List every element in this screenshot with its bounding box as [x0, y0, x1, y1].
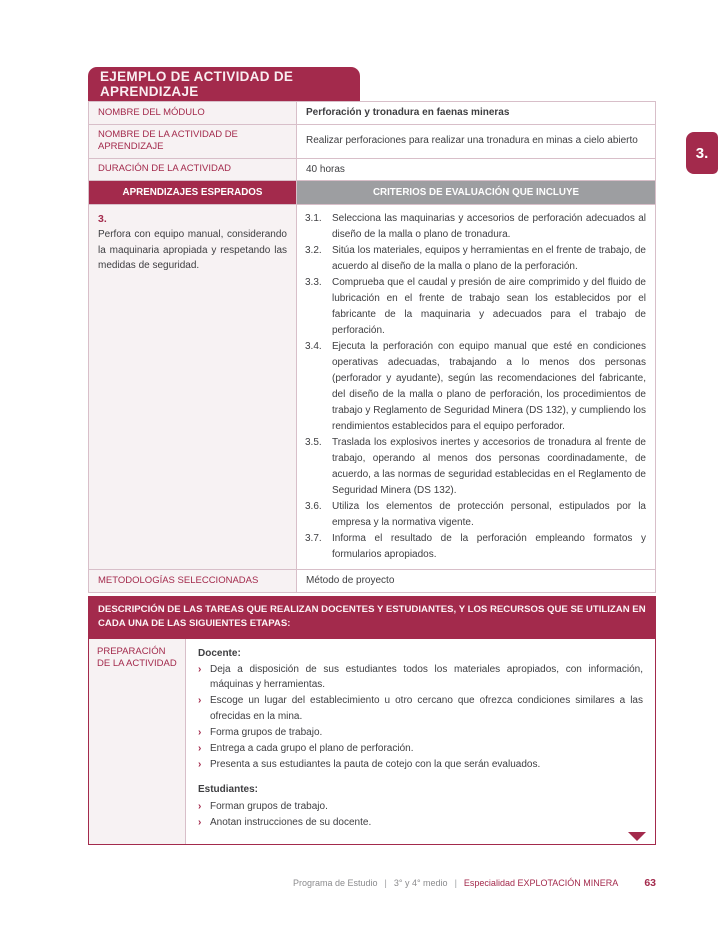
- chevron-bullet-icon: ›: [198, 726, 202, 738]
- criterion-item: [305, 275, 646, 339]
- activity-name-value: Realizar perforaciones para realizar una tronadura en minas a cielo abierto: [297, 124, 656, 158]
- activity-title-banner: [88, 67, 360, 101]
- teacher-heading: Docente:: [198, 647, 241, 659]
- criterion-text: Utiliza los elementos de protección personal, estipulados por la empresa y la normativa vigente.: [332, 501, 646, 528]
- list-item: [198, 693, 643, 723]
- student-task-text: Anotan instrucciones de su docente.: [210, 817, 372, 829]
- chevron-bullet-icon: ›: [198, 817, 202, 829]
- chevron-bullet-icon: ›: [198, 759, 202, 771]
- page-content: [88, 67, 656, 845]
- student-task-text: Forman grupos de trabajo.: [210, 800, 328, 812]
- criterion-number: 3.6.: [305, 501, 322, 512]
- criterion-item: [305, 435, 646, 499]
- chevron-bullet-icon: ›: [198, 800, 202, 812]
- preparation-table: [88, 639, 656, 846]
- duration-value: 40 horas: [297, 158, 656, 181]
- criterion-item: [305, 499, 646, 531]
- criterion-text: Comprueba que el caudal y presión de aire comprimido y del fluido de lubricación en el frente de trabajo sean los establecidos por el fabricante de la maquinaria y adecuados para el trabajo de perforación.: [332, 277, 646, 336]
- list-item: [198, 725, 643, 740]
- criterion-number: 3.7.: [305, 533, 322, 544]
- page-footer: [88, 877, 656, 889]
- chevron-bullet-icon: ›: [198, 664, 202, 675]
- list-item: [198, 815, 643, 830]
- criterion-number: 3.5.: [305, 437, 322, 448]
- criterion-number: 3.3.: [305, 277, 322, 288]
- methodology-value: Método de proyecto: [297, 570, 656, 593]
- teacher-task-text: Presenta a sus estudiantes la pauta de cotejo con la que serán evaluados.: [210, 759, 541, 771]
- chevron-bullet-icon: ›: [198, 743, 202, 755]
- duration-label: DURACIÓN DE LA ACTIVIDAD: [89, 158, 297, 181]
- footer-separator: |: [384, 878, 387, 888]
- table-header-row: [89, 181, 656, 205]
- footer-separator: |: [454, 878, 457, 888]
- evaluation-criteria-cell: [297, 205, 656, 570]
- tasks-description-band: [88, 596, 656, 639]
- list-item: [198, 741, 643, 756]
- criterion-text: Sitúa los materiales, equipos y herramientas en el frente de trabajo, de acuerdo al diseño de la malla o plano de la perforación.: [332, 245, 646, 272]
- evaluation-criteria-header: CRITERIOS DE EVALUACIÓN QUE INCLUYE: [297, 181, 656, 205]
- footer-specialty-text: Especialidad EXPLOTACIÓN MINERA: [463, 878, 619, 888]
- criterion-item: [305, 339, 646, 435]
- criterion-number: 3.1.: [305, 213, 322, 224]
- expected-learning-header: APRENDIZAJES ESPERADOS: [89, 181, 297, 205]
- students-heading: Estudiantes:: [198, 784, 259, 796]
- expected-learning-cell: [89, 205, 297, 570]
- chevron-bullet-icon: ›: [198, 695, 202, 707]
- teacher-task-text: Deja a disposición de sus estudiantes todos los materiales apropiados, con información, máquinas y herramientas.: [210, 664, 643, 691]
- criterion-text: Traslada los explosivos inertes y accesorios de tronadura al frente de trabajo, operando al menos dos personas coordinadamente, de acuerdo, a las normas de seguridad establecidas en el Reglamento de Seguridad Minera (DS 132).: [332, 437, 646, 496]
- list-item: [198, 799, 643, 814]
- list-item: [198, 662, 643, 692]
- section-tab-label: 3.: [695, 144, 709, 162]
- tasks-description-text: DESCRIPCIÓN DE LAS TAREAS QUE REALIZAN DOCENTES Y ESTUDIANTES, Y LOS RECURSOS QUE SE UTILIZAN EN CADA UNA DE LAS SIGUIENTES ETAPAS:: [98, 603, 646, 629]
- table-row: [89, 570, 656, 593]
- stage-content-cell: [186, 639, 655, 845]
- criterion-text: Selecciona las maquinarias y accesorios de perforación adecuados al diseño de la malla o plano de tronadura.: [332, 213, 646, 240]
- table-row: [89, 205, 656, 570]
- teacher-task-text: Escoge un lugar del establecimiento u otro cercano que ofrezca condiciones similares a las ofrecidas en la mina.: [210, 695, 643, 722]
- module-name-label: NOMBRE DEL MÓDULO: [89, 102, 297, 125]
- criterion-item: [305, 211, 646, 243]
- table-row: [89, 102, 656, 125]
- criterion-number: 3.2.: [305, 245, 322, 256]
- footer-program-text: Programa de Estudio: [292, 878, 378, 888]
- teacher-task-text: Entrega a cada grupo el plano de perforación.: [210, 743, 414, 755]
- criterion-text: Informa el resultado de la perforación empleando formatos y formularios apropiados.: [332, 533, 646, 560]
- page-number: 63: [644, 877, 656, 889]
- criterion-text: Ejecuta la perforación con equipo manual que esté en condiciones operativas adecuadas, trabajando a lo menos dos personas (perforador y ayudante), según las recomendaciones del fabricante, del diseño de la malla o plano de perforación, los procedimientos de trabajo y Reglamento de Seguridad Minera (DS 132), y cumpliendo los rendimientos establecidos para el equipo perforador.: [332, 341, 646, 432]
- criterion-item: [305, 531, 646, 563]
- section-tab: [686, 132, 718, 174]
- criterion-item: [305, 243, 646, 275]
- continuation-down-triangle-icon: [628, 832, 646, 841]
- methodology-label: METODOLOGÍAS SELECCIONADAS: [89, 570, 297, 593]
- stage-label: PREPARACIÓN DE LA ACTIVIDAD: [89, 639, 186, 845]
- expected-learning-text: Perfora con equipo manual, considerando la maquinaria apropiada y respetando las medidas de seguridad.: [98, 229, 287, 271]
- activity-table: [88, 101, 656, 593]
- module-name-value: Perforación y tronadura en faenas mineras: [297, 102, 656, 125]
- activity-name-label: NOMBRE DE LA ACTIVIDAD DE APRENDIZAJE: [89, 124, 297, 158]
- footer-grade-text: 3° y 4° medio: [393, 878, 448, 888]
- expected-learning-number: 3.: [98, 213, 107, 225]
- list-item: [198, 757, 643, 772]
- table-row: [89, 158, 656, 181]
- teacher-task-text: Forma grupos de trabajo.: [210, 726, 323, 738]
- activity-title: EJEMPLO DE ACTIVIDAD DE APRENDIZAJE: [100, 69, 294, 99]
- table-row: [89, 124, 656, 158]
- criterion-number: 3.4.: [305, 341, 322, 352]
